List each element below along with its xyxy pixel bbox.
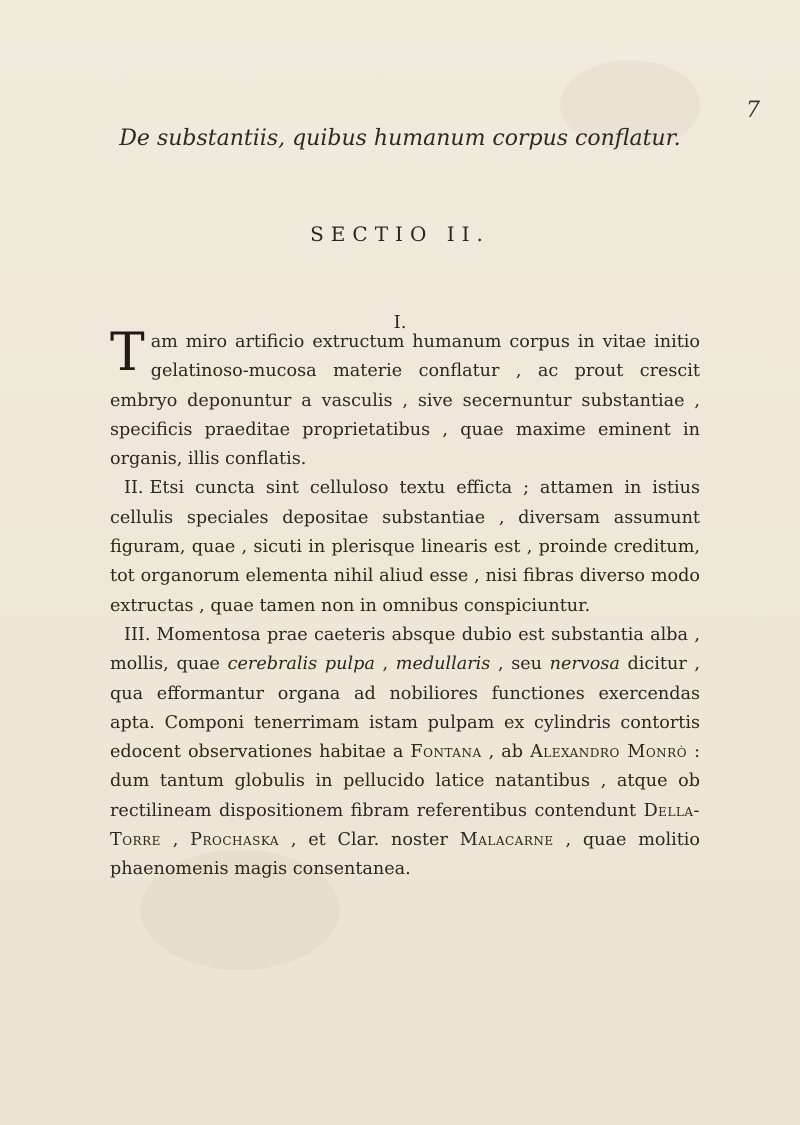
italic-term: cerebralis pulpa xyxy=(227,654,375,675)
author-name: Prochaska xyxy=(190,830,280,851)
paragraph-text: , xyxy=(160,830,191,851)
paragraph-number: I. xyxy=(393,312,407,333)
running-header: De substantiis, quibus humanum corpus conflatur. xyxy=(119,126,681,151)
paragraph-text: , xyxy=(374,654,396,675)
author-name: Fontana xyxy=(410,742,482,763)
paragraph-text: am miro artificio extructum humanum corpus in vitae initio gelatinoso-mucosa materie conflatur , ac prout crescit embryo deponuntur a vasculis , sive secernuntur substantiae , specificis praeditae proprietatibus , quae maxime eminent in organis, illis conflatis. xyxy=(110,332,700,470)
paragraph-text: , seu xyxy=(490,654,550,675)
paragraph-text: : dum tantum globulis in pellucido latice natantibus , atque ob rectilineam dispositionem fibram referentibus contendunt xyxy=(110,742,701,821)
paragraph-number: II. xyxy=(124,478,144,499)
body-text xyxy=(110,323,701,885)
section-title: SECTIO II. xyxy=(310,222,490,246)
paragraph-2 xyxy=(110,474,700,620)
paragraph-text: , quae molitio phaenomenis magis consentanea. xyxy=(110,830,701,880)
author-name: Alexandro Monrò xyxy=(530,742,688,763)
paragraph-3 xyxy=(110,621,700,885)
paragraph-number: III. xyxy=(124,624,151,645)
drop-cap: T xyxy=(110,323,145,383)
italic-term: nervosa xyxy=(549,654,620,675)
paragraph-1 xyxy=(110,323,700,474)
paragraph-text: Etsi cuncta sint celluloso textu efficta ; attamen in istius cellulis speciales depositae substantiae , diversam assumunt figuram, quae , sicuti in plerisque linearis est , proinde creditum, tot organorum elementa nihil aliud esse , nisi fibras diverso modo extructas , quae tamen non in omnibus conspiciuntur. xyxy=(110,478,700,616)
paragraph-text: dicitur , qua efformantur organa ad nobiliores functiones exercendas apta. Componi tenerrimam istam pulpam ex cylindris contortis edocent observationes habitae a xyxy=(110,654,700,763)
page-number: 7 xyxy=(746,98,760,123)
paragraph-text: , et Clar. noster xyxy=(279,830,460,851)
author-name: Malacarne xyxy=(459,830,554,851)
italic-term: medullaris xyxy=(395,654,491,675)
paragraph-text: , ab xyxy=(481,742,531,763)
paragraph-text: Momentosa prae caeteris absque dubio est substantia alba , mollis, quae xyxy=(110,624,700,675)
author-name: Della-Torre xyxy=(110,800,700,851)
